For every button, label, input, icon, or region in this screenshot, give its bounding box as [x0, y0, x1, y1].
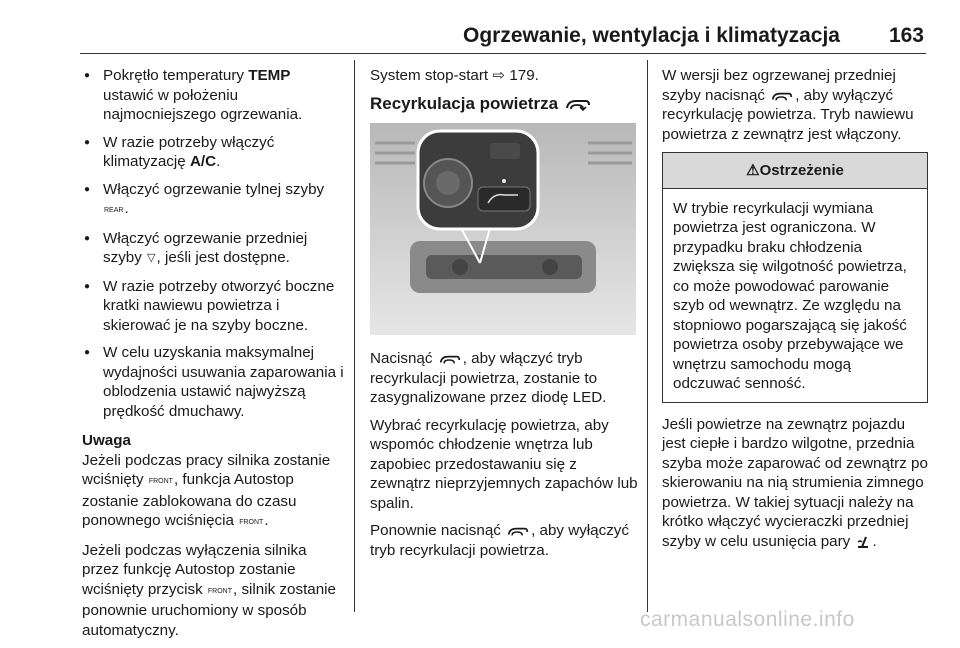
- recirculation-icon: [771, 91, 793, 103]
- column-divider-1: [354, 60, 355, 612]
- note-paragraph: Jeżeli podczas pracy silnika zostanie wciśnięty FRONT, funkcja Autostop zostanie zablokowana do czasu ponownego wciśnięcia FRONT.: [82, 451, 344, 533]
- front-defrost-icon: FRONT: [148, 478, 173, 485]
- recirculation-icon: [439, 354, 461, 366]
- section-heading: Recyrkulacja powietrza: [370, 94, 638, 114]
- rear-defrost-icon: REAR: [104, 207, 124, 214]
- list-item: ● Pokrętło temperatury TEMP ustawić w położeniu najmocniejszego ogrzewania.: [82, 66, 344, 125]
- paragraph: Jeśli powietrze na zewnątrz pojazdu jest ciepłe i bardzo wilgotne, przednia szyba może zaparować od zewnątrz po skierowaniu na nią strumienia zimnego powietrza. W takiej sytuacji należy na krótko włączyć wycieraczki przedniej szyby w celu usunięcia pary .: [662, 415, 928, 550]
- watermark: carmanualsonline.info: [640, 608, 855, 631]
- paragraph: Nacisnąć , aby włączyć tryb recyrkulacji powietrza, zostanie to zasygnalizowane przez diodę LED.: [370, 350, 607, 406]
- column-2: [370, 66, 638, 568]
- paragraph: W wersji bez ogrzewanej przedniej szyby nacisnąć , aby wyłączyć recyrkulację powietrza. Tryb nawiewu powietrza z zewnątrz jest włączony.: [662, 67, 914, 143]
- column-3: [662, 66, 928, 559]
- note-heading: Uwaga: [82, 432, 131, 449]
- dashboard-illustration: [370, 123, 636, 335]
- page-reference-arrow-icon: ⇨: [492, 67, 506, 84]
- recirculation-icon: [565, 98, 591, 112]
- paragraph: Ponownie nacisnąć , aby wyłączyć tryb recyrkulacji powietrza.: [370, 522, 629, 559]
- chapter-title: Ogrzewanie, wentylacja i klimatyzacja: [462, 24, 840, 47]
- windscreen-heating-icon: ▽: [147, 252, 156, 264]
- front-defrost-icon: FRONT: [207, 587, 233, 595]
- list-item: ● Włączyć ogrzewanie tylnej szyby REAR.: [82, 180, 344, 221]
- column-1: [82, 66, 344, 648]
- header-rule: [80, 53, 926, 54]
- list-item: ● W celu uzyskania maksymalnej wydajności usuwania zaparowania i oblodzenia ustawić najwyższą prędkość dmuchawy.: [82, 343, 344, 421]
- column-divider-2: [647, 60, 648, 612]
- page-number: 163: [888, 24, 924, 47]
- paragraph: Wybrać recyrkulację powietrza, aby wspomóc chłodzenie wnętrza lub zapobiec przedostawaniu się z zewnątrz nieprzyjemnych zapachów lub spalin.: [370, 416, 638, 512]
- page-header: [0, 0, 960, 60]
- warning-text: W trybie recyrkulacji wymiana powietrza jest ograniczona. W przypadku braku chłodzenia zwiększa się wilgotność powietrza, co może powodować parowanie szyb od wewnątrz. Ze względu na stopniowo pogarszającą się jakość powietrza osoby przebywające we wnętrzu samochodu mogą odczuwać senność.: [673, 199, 907, 392]
- recirculation-icon: [507, 526, 529, 538]
- warning-heading: ⚠Ostrzeżenie: [663, 153, 927, 189]
- front-defrost-icon: FRONT: [239, 519, 264, 526]
- note-paragraph: Jeżeli podczas wyłączenia silnika przez funkcję Autostop zostanie wciśnięty przycisk FRONT, silnik zostanie ponownie uruchomiony w sposób automatyczny.: [82, 541, 336, 639]
- climate-control-photo: [370, 123, 636, 335]
- list-item: ● W razie potrzeby otworzyć boczne kratki nawiewu powietrza i skierować je na szyby boczne.: [82, 277, 344, 336]
- wiper-icon: [856, 535, 870, 549]
- cross-reference: System stop-start ⇨ 179.: [370, 67, 539, 84]
- warning-box: [662, 152, 928, 403]
- warning-icon: ⚠: [746, 162, 760, 179]
- list-item: ● W razie potrzeby włączyć klimatyzację A/C.: [82, 133, 344, 172]
- list-item: ● Włączyć ogrzewanie przedniej szyby ▽, jeśli jest dostępne.: [82, 229, 344, 269]
